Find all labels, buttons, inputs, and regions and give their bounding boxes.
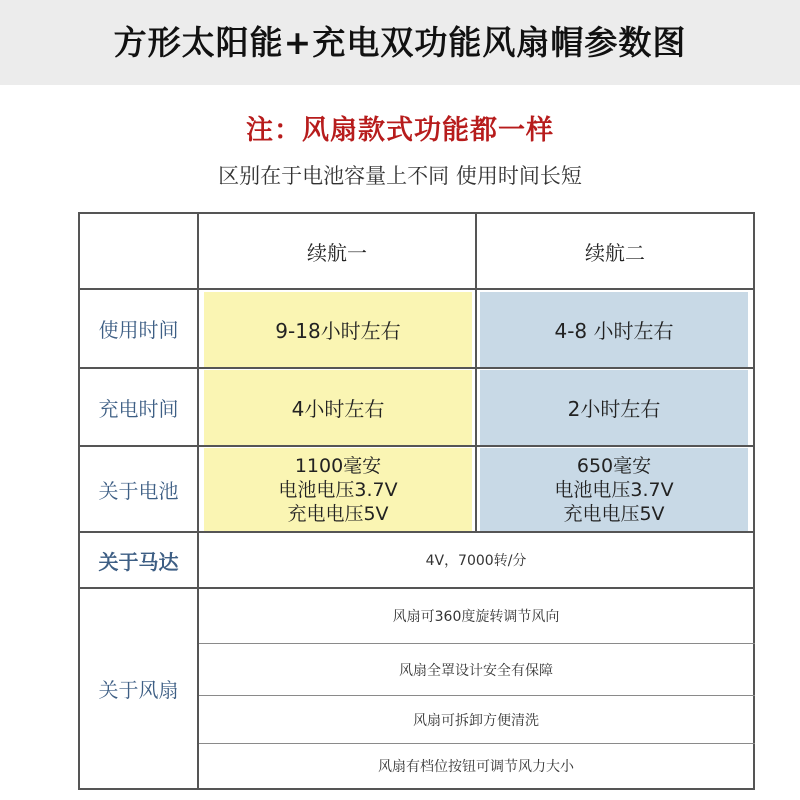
fan-feature-2: 风扇全罩设计安全有保障 [399, 662, 553, 679]
fan-feature-1: 风扇可360度旋转调节风向 [392, 609, 560, 625]
battery-a-charge-voltage: 充电电压5V [287, 502, 389, 525]
battery-b-voltage: 电池电压3.7V [554, 478, 674, 501]
motor-value: 4V，7000转/分 [425, 553, 527, 569]
battery-b-capacity: 650毫安 [576, 454, 652, 477]
row-label-fan: 关于风扇 [98, 678, 179, 702]
charge-value-a: 4小时左右 [291, 397, 385, 421]
table-border-bottom [78, 788, 755, 790]
battery-a-voltage: 电池电压3.7V [278, 478, 398, 501]
row-label-usage: 使用时间 [98, 318, 179, 342]
subnote-text: 区别在于电池容量上不同 使用时间长短 [218, 164, 582, 188]
fan-feature-3: 风扇可拆卸方便清洗 [413, 712, 539, 729]
usage-value-b: 4-8 小时左右 [554, 319, 674, 343]
charge-value-b: 2小时左右 [567, 397, 661, 421]
row-label-battery: 关于电池 [98, 478, 179, 503]
fan-feature-4: 风扇有档位按钮可调节风力大小 [378, 759, 574, 775]
battery-a-capacity: 1100毫安 [294, 454, 382, 477]
page-title: 方形太阳能+充电双功能风扇帽参数图 [113, 23, 687, 62]
column-header-1: 续航一 [307, 240, 367, 265]
note-text: 注：风扇款式功能都一样 [246, 115, 554, 146]
table-border-right [753, 212, 755, 790]
battery-value-b [480, 448, 748, 531]
row-label-charge: 充电时间 [98, 396, 179, 421]
usage-value-a: 9-18小时左右 [275, 319, 401, 343]
battery-b-charge-voltage: 充电电压5V [563, 502, 665, 525]
row-label-motor: 关于马达 [98, 549, 179, 574]
battery-value-a [204, 448, 472, 531]
column-header-2: 续航二 [585, 240, 645, 265]
